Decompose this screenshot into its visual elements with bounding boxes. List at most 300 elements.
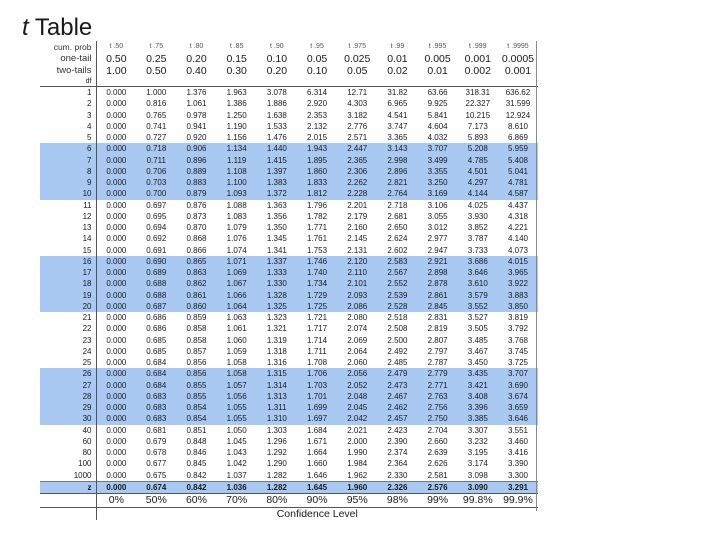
df-value: 19 <box>40 290 96 301</box>
critical-value: 3.055 <box>427 211 448 221</box>
critical-value: 2.583 <box>377 256 417 267</box>
critical-value: 1.833 <box>297 177 337 188</box>
critical-value: 0.684 <box>146 358 167 368</box>
critical-value: 1.061 <box>226 324 247 334</box>
header-cell: 1.00 <box>106 65 127 77</box>
critical-value: 0.000 <box>96 301 136 312</box>
critical-value: 3.733 <box>467 245 488 255</box>
critical-value: 0.000 <box>96 278 136 289</box>
confidence-value: 60% <box>176 493 216 507</box>
critical-value: 2.947 <box>427 245 448 255</box>
critical-value: 0.685 <box>146 335 167 345</box>
critical-value: 2.131 <box>347 245 368 255</box>
critical-value: 0.854 <box>176 413 216 424</box>
header-cell: t .9995 <box>507 43 529 50</box>
critical-value: 0.000 <box>106 211 127 221</box>
confidence-value: 0% <box>96 493 136 507</box>
header-cell: 0.02 <box>387 65 408 77</box>
critical-value: 1.069 <box>217 267 257 278</box>
critical-value: 0.000 <box>96 402 136 413</box>
header-cell: 0.01 <box>427 65 448 77</box>
critical-value: 2.750 <box>418 413 458 424</box>
critical-value: 2.120 <box>337 256 377 267</box>
z-value: 1.645 <box>297 481 337 493</box>
critical-value: 0.686 <box>146 324 167 334</box>
critical-value: 0.896 <box>176 155 216 166</box>
critical-value: 3.852 <box>467 223 488 233</box>
df-value: 4 <box>40 121 96 132</box>
table-row <box>40 132 538 143</box>
confidence-value: 99% <box>418 493 458 507</box>
critical-value: 3.300 <box>507 470 528 480</box>
z-value: 3.090 <box>458 481 498 493</box>
header-label: two-tails <box>40 65 96 77</box>
critical-value: 2.764 <box>377 188 417 199</box>
critical-value: 1.079 <box>226 223 247 233</box>
critical-value: 0.000 <box>106 335 127 345</box>
critical-value: 1.323 <box>266 313 287 323</box>
critical-value: 1.292 <box>266 448 287 458</box>
df-value: 16 <box>40 256 96 267</box>
df-value: 2 <box>40 98 96 109</box>
critical-value: 3.408 <box>458 391 498 402</box>
critical-value: 0.000 <box>106 110 127 120</box>
critical-value: 0.000 <box>106 324 127 334</box>
empty-cell <box>458 77 498 87</box>
critical-value: 2.639 <box>427 448 448 458</box>
critical-value: 1.328 <box>257 290 297 301</box>
critical-value: 0.683 <box>136 391 176 402</box>
header-cell: t .75 <box>149 43 164 50</box>
critical-value: 3.527 <box>467 313 488 323</box>
page-title <box>22 14 92 42</box>
critical-value: 0.000 <box>106 358 127 368</box>
critical-value: 2.069 <box>347 335 368 345</box>
df-value: 21 <box>40 312 96 323</box>
critical-value: 1.796 <box>307 200 328 210</box>
critical-value: 1.356 <box>266 211 287 221</box>
table-row <box>40 335 538 346</box>
df-value: 18 <box>40 278 96 289</box>
critical-value: 0.718 <box>136 143 176 154</box>
confidence-value: 95% <box>337 493 377 507</box>
critical-value: 2.064 <box>347 346 368 356</box>
critical-value: 3.485 <box>467 335 488 345</box>
critical-value: 0.866 <box>186 245 207 255</box>
critical-value: 1.740 <box>297 267 337 278</box>
header-cell: 0.15 <box>226 53 247 65</box>
critical-value: 1.000 <box>146 88 167 98</box>
critical-value: 4.073 <box>507 245 528 255</box>
z-value: 2.576 <box>418 481 458 493</box>
critical-value: 2.896 <box>377 166 417 177</box>
critical-value: 1.134 <box>217 143 257 154</box>
header-cell: 0.10 <box>306 65 328 77</box>
critical-value: 3.106 <box>427 200 448 210</box>
critical-value: 3.551 <box>507 425 528 435</box>
critical-value: 0.000 <box>96 155 136 166</box>
critical-value: 1.076 <box>226 234 247 244</box>
df-value: 10 <box>40 188 96 199</box>
z-value: 0.674 <box>136 481 176 493</box>
critical-value: 3.552 <box>458 301 498 312</box>
empty-cell <box>40 493 96 507</box>
critical-value: 1.701 <box>297 391 337 402</box>
critical-value: 0.727 <box>146 133 167 143</box>
critical-value: 0.868 <box>186 234 207 244</box>
critical-value: 0.684 <box>136 368 176 379</box>
critical-value: 3.098 <box>467 470 488 480</box>
empty-cell <box>176 77 216 87</box>
header-cell: t .90 <box>270 43 284 50</box>
critical-value: 1.708 <box>307 358 328 368</box>
critical-value: 2.074 <box>347 324 368 334</box>
critical-value: 4.318 <box>507 211 528 221</box>
critical-value: 3.707 <box>498 368 538 379</box>
critical-value: 1.321 <box>266 324 287 334</box>
z-value: 2.326 <box>377 481 417 493</box>
header-cell: 0.05 <box>306 53 328 65</box>
table-row <box>40 301 538 312</box>
critical-value: 2.052 <box>337 380 377 391</box>
critical-value: 0.920 <box>186 133 207 143</box>
table-row <box>40 87 538 99</box>
critical-value: 1.066 <box>217 290 257 301</box>
df-value: 12 <box>40 211 96 222</box>
critical-value: 0.906 <box>176 143 216 154</box>
critical-value: 2.660 <box>427 436 448 446</box>
critical-value: 4.140 <box>507 234 528 244</box>
critical-value: 2.364 <box>387 459 408 469</box>
critical-value: 0.000 <box>106 88 127 98</box>
table-row <box>40 211 538 222</box>
critical-value: 1.984 <box>347 459 368 469</box>
critical-value: 1.397 <box>257 166 297 177</box>
critical-value: 1.729 <box>297 290 337 301</box>
critical-value: 2.145 <box>347 234 368 244</box>
critical-value: 3.390 <box>507 459 528 469</box>
critical-value: 0.692 <box>146 234 167 244</box>
confidence-value: 99.8% <box>458 493 498 507</box>
table-row <box>40 267 538 278</box>
critical-value: 0.000 <box>96 267 136 278</box>
critical-value: 2.779 <box>418 368 458 379</box>
critical-value: 1.440 <box>257 143 297 154</box>
header-label: cum. prob <box>40 41 96 53</box>
critical-value: 0.856 <box>176 368 216 379</box>
critical-value: 2.262 <box>337 177 377 188</box>
critical-value: 1.761 <box>307 234 328 244</box>
critical-value: 0.703 <box>136 177 176 188</box>
critical-value: 31.599 <box>505 99 531 109</box>
confidence-level-label: Confidence Level <box>96 507 538 520</box>
header-cell: 0.002 <box>464 65 491 77</box>
critical-value: 1.056 <box>217 391 257 402</box>
critical-value: 1.088 <box>226 200 247 210</box>
table-row <box>40 413 538 424</box>
critical-value: 0.000 <box>96 290 136 301</box>
critical-value: 2.602 <box>387 245 408 255</box>
critical-value: 0.000 <box>106 436 127 446</box>
table-row <box>40 200 538 211</box>
critical-value: 2.508 <box>387 324 408 334</box>
df-value: 28 <box>40 391 96 402</box>
critical-value: 1.703 <box>297 380 337 391</box>
critical-value: 0.860 <box>176 301 216 312</box>
critical-value: 4.144 <box>458 188 498 199</box>
critical-value: 0.879 <box>176 188 216 199</box>
confidence-value: 90% <box>297 493 337 507</box>
critical-value: 2.110 <box>337 267 377 278</box>
critical-value: 1.725 <box>297 301 337 312</box>
df-value: 60 <box>40 436 96 447</box>
header-cell: t .95 <box>310 43 324 50</box>
header-cell: 0.001 <box>464 53 491 65</box>
critical-value: 5.959 <box>498 143 538 154</box>
header-row <box>40 53 538 65</box>
critical-value: 1.721 <box>307 313 328 323</box>
empty-cell <box>337 77 377 87</box>
table-row <box>40 110 538 121</box>
critical-value: 3.646 <box>498 413 538 424</box>
critical-value: 0.000 <box>96 143 136 154</box>
critical-value: 10.215 <box>465 110 491 120</box>
critical-value: 2.807 <box>427 335 448 345</box>
table-row <box>40 458 538 469</box>
header-cell: t .999 <box>469 43 487 50</box>
critical-value: 3.883 <box>498 290 538 301</box>
critical-value: 0.863 <box>176 267 216 278</box>
critical-value: 1.706 <box>297 368 337 379</box>
header-cell: t .80 <box>189 43 204 50</box>
table-row <box>40 357 538 368</box>
df-value: 9 <box>40 177 96 188</box>
header-cell: 0.25 <box>146 53 167 65</box>
df-value: 8 <box>40 166 96 177</box>
critical-value: 1.060 <box>226 335 247 345</box>
critical-value: 1.717 <box>307 324 328 334</box>
critical-value: 4.541 <box>387 110 408 120</box>
critical-value: 1.363 <box>266 200 287 210</box>
critical-value: 1.860 <box>297 166 337 177</box>
critical-value: 1.119 <box>217 155 257 166</box>
z-value: 3.291 <box>498 481 538 493</box>
critical-value: 1.296 <box>266 436 287 446</box>
z-value: 0.842 <box>176 481 216 493</box>
critical-value: 2.921 <box>418 256 458 267</box>
critical-value: 5.041 <box>498 166 538 177</box>
critical-value: 2.845 <box>418 301 458 312</box>
critical-value: 0.711 <box>136 155 176 166</box>
critical-value: 3.707 <box>418 143 458 154</box>
critical-value: 2.374 <box>387 448 408 458</box>
critical-value: 2.000 <box>347 436 368 446</box>
table-row <box>40 402 538 413</box>
critical-value: 2.101 <box>337 278 377 289</box>
empty-cell <box>498 77 538 87</box>
empty-cell <box>40 507 96 520</box>
critical-value: 2.539 <box>377 290 417 301</box>
empty-cell <box>418 77 458 87</box>
table-row <box>40 245 538 256</box>
critical-value: 2.771 <box>418 380 458 391</box>
critical-value: 0.000 <box>96 166 136 177</box>
critical-value: 2.998 <box>377 155 417 166</box>
empty-cell <box>96 77 136 87</box>
df-value: 17 <box>40 267 96 278</box>
critical-value: 2.179 <box>347 211 368 221</box>
critical-value: 0.697 <box>146 200 167 210</box>
critical-value: 1.350 <box>266 223 287 233</box>
critical-value: 0.689 <box>136 267 176 278</box>
df-value: 80 <box>40 447 96 458</box>
critical-value: 2.021 <box>347 425 368 435</box>
table-row <box>40 425 538 436</box>
critical-value: 6.869 <box>507 133 528 143</box>
confidence-value: 98% <box>377 493 417 507</box>
df-value: 13 <box>40 222 96 233</box>
df-value: 3 <box>40 110 96 121</box>
header-cell: 0.50 <box>146 65 167 77</box>
critical-value: 2.552 <box>377 278 417 289</box>
critical-value: 3.747 <box>387 121 408 131</box>
critical-value: 2.060 <box>347 358 368 368</box>
table-row <box>40 391 538 402</box>
critical-value: 0.000 <box>96 256 136 267</box>
critical-value: 4.221 <box>507 223 528 233</box>
critical-value: 0.683 <box>136 402 176 413</box>
critical-value: 1.684 <box>307 425 328 435</box>
critical-value: 1.313 <box>257 391 297 402</box>
critical-value: 0.684 <box>136 380 176 391</box>
z-value: 1.960 <box>337 481 377 493</box>
critical-value: 0.691 <box>146 245 167 255</box>
critical-value: 0.000 <box>106 346 127 356</box>
df-value: 29 <box>40 402 96 413</box>
df-value: 1 <box>40 87 96 99</box>
header-row <box>40 65 538 77</box>
critical-value: 8.610 <box>507 121 528 131</box>
critical-value: 2.423 <box>387 425 408 435</box>
critical-value: 2.787 <box>427 358 448 368</box>
critical-value: 0.677 <box>146 459 167 469</box>
critical-value: 0.848 <box>186 436 207 446</box>
critical-value: 2.756 <box>418 402 458 413</box>
critical-value: 2.650 <box>387 223 408 233</box>
critical-value: 1.250 <box>226 110 247 120</box>
critical-value: 0.000 <box>106 425 127 435</box>
critical-value: 3.930 <box>467 211 488 221</box>
header-cell: 0.50 <box>106 53 127 65</box>
critical-value: 2.330 <box>387 470 408 480</box>
critical-value: 1.319 <box>266 335 287 345</box>
df-value: 6 <box>40 143 96 154</box>
critical-value: 1.310 <box>257 413 297 424</box>
critical-value: 3.012 <box>427 223 448 233</box>
critical-value: 1.058 <box>217 368 257 379</box>
critical-value: 1.055 <box>217 402 257 413</box>
header-cell: t .50 <box>109 43 124 50</box>
critical-value: 4.781 <box>498 177 538 188</box>
table-right-edge <box>536 41 537 511</box>
critical-value: 3.355 <box>418 166 458 177</box>
critical-value: 1.282 <box>266 470 287 480</box>
critical-value: 12.924 <box>505 110 531 120</box>
critical-value: 4.437 <box>507 200 528 210</box>
critical-value: 1.063 <box>226 313 247 323</box>
critical-value: 0.000 <box>106 133 127 143</box>
critical-value: 3.745 <box>507 346 528 356</box>
critical-value: 0.865 <box>176 256 216 267</box>
critical-value: 9.925 <box>427 99 448 109</box>
critical-value: 2.681 <box>387 211 408 221</box>
df-value: 24 <box>40 346 96 357</box>
critical-value: 2.015 <box>307 133 328 143</box>
critical-value: 3.690 <box>498 380 538 391</box>
critical-value: 0.000 <box>106 313 127 323</box>
header-cell: 0.40 <box>186 65 207 77</box>
critical-value: 1.782 <box>307 211 328 221</box>
critical-value: 2.500 <box>387 335 408 345</box>
critical-value: 6.965 <box>387 99 408 109</box>
critical-value: 0.000 <box>106 121 127 131</box>
table-row <box>40 143 538 154</box>
confidence-value: 80% <box>257 493 297 507</box>
critical-value: 0.000 <box>96 380 136 391</box>
critical-value: 1.533 <box>266 121 287 131</box>
table-row <box>40 121 538 132</box>
critical-value: 3.460 <box>507 436 528 446</box>
critical-value: 5.893 <box>467 133 488 143</box>
critical-value: 1.415 <box>257 155 297 166</box>
critical-value: 0.685 <box>146 346 167 356</box>
critical-value: 0.765 <box>146 110 167 120</box>
df-value: 1000 <box>40 470 96 482</box>
critical-value: 0.876 <box>186 200 207 210</box>
critical-value: 3.659 <box>498 402 538 413</box>
critical-value: 2.132 <box>307 121 328 131</box>
z-row <box>40 481 538 493</box>
header-cell: 0.30 <box>226 65 247 77</box>
title-t: t <box>22 14 29 41</box>
critical-value: 0.858 <box>186 335 207 345</box>
critical-value: 1.042 <box>226 459 247 469</box>
table-row <box>40 98 538 109</box>
critical-value: 0.861 <box>176 290 216 301</box>
critical-value: 636.62 <box>505 88 531 98</box>
critical-value: 1.333 <box>257 267 297 278</box>
critical-value: 1.638 <box>266 110 287 120</box>
critical-value: 0.845 <box>186 459 207 469</box>
empty-cell <box>217 77 257 87</box>
df-value: 20 <box>40 301 96 312</box>
df-value: 7 <box>40 155 96 166</box>
df-value: 40 <box>40 425 96 436</box>
critical-value: 3.725 <box>507 358 528 368</box>
critical-value: 2.831 <box>427 313 448 323</box>
critical-value: 1.083 <box>226 211 247 221</box>
critical-value: 0.855 <box>176 380 216 391</box>
critical-value: 3.435 <box>458 368 498 379</box>
critical-value: 2.485 <box>387 358 408 368</box>
critical-value: 2.567 <box>377 267 417 278</box>
critical-value: 2.626 <box>427 459 448 469</box>
critical-value: 1.290 <box>266 459 287 469</box>
critical-value: 2.518 <box>387 313 408 323</box>
critical-value: 3.579 <box>458 290 498 301</box>
critical-value: 0.695 <box>146 211 167 221</box>
critical-value: 0.681 <box>146 425 167 435</box>
